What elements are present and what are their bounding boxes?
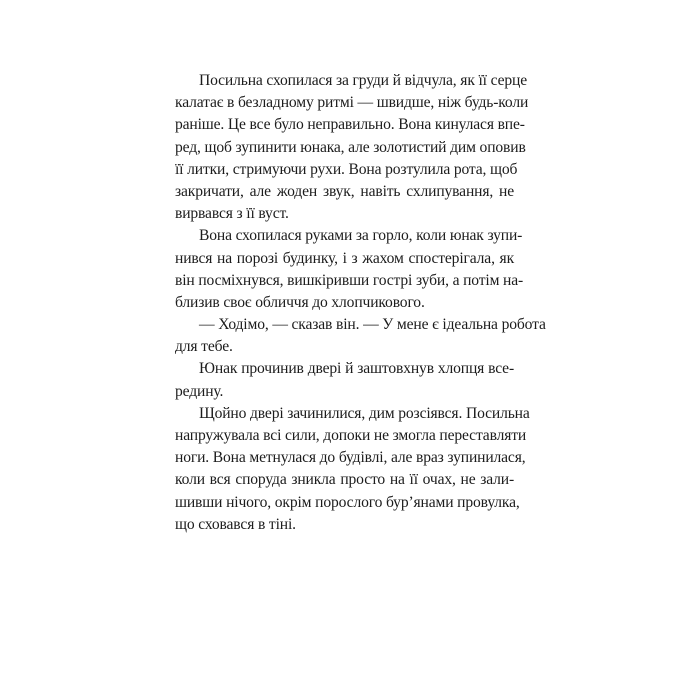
text-line: напружувала всі сили, допоки не змогла переставляти [175,427,527,444]
text-line: для тебе. [175,338,233,356]
text-line: він посміхнувся, вишкіривши гострі зуби, а потім на- [175,271,524,289]
text-line: Посильна схопилася за груди й відчула, як її серце [199,72,527,89]
text-line: ред, щоб зупинити юнака, але золотистий дим оповив [175,138,526,156]
text-line: Юнак прочинив двері й заштовхнув хлопця все- [199,360,514,378]
text-line: коли вся споруда зникла просто на її очах, не зали- [175,471,514,489]
text-line: її литки, стримуючи рухи. Вона розтулила рота, щоб [175,160,518,178]
text-line: нився на порозі будинку, і з жахом спостерігала, як [175,249,514,267]
text-line: близив своє обличчя до хлопчикового. [175,293,425,311]
text-line: вирвався з її вуст. [175,205,289,223]
text-line: Вона схопилася руками за горло, коли юнак зупи- [199,227,523,245]
text-line: що сховався в тіні. [175,515,296,533]
text-line: Щойно двері зачинилися, дим розсіявся. Посильна [199,404,530,422]
text-line: — Ходімо, — сказав він. — У мене є ідеальна робота [199,316,546,334]
text-line: калатає в безладному ритмі — швидше, ніж будь-коли [175,94,529,112]
text-line: шивши нічого, окрім порослого бур’янами провулка, [175,493,520,511]
text-line: редину. [175,382,224,400]
text-line: закричати, але жоден звук, навіть схлипування, не [175,182,514,200]
text-line: ноги. Вона метнулася до будівлі, але враз зупинилася, [175,449,526,467]
body-text [175,70,546,536]
text-line: раніше. Це все було неправильно. Вона кинулася впе- [175,116,525,134]
